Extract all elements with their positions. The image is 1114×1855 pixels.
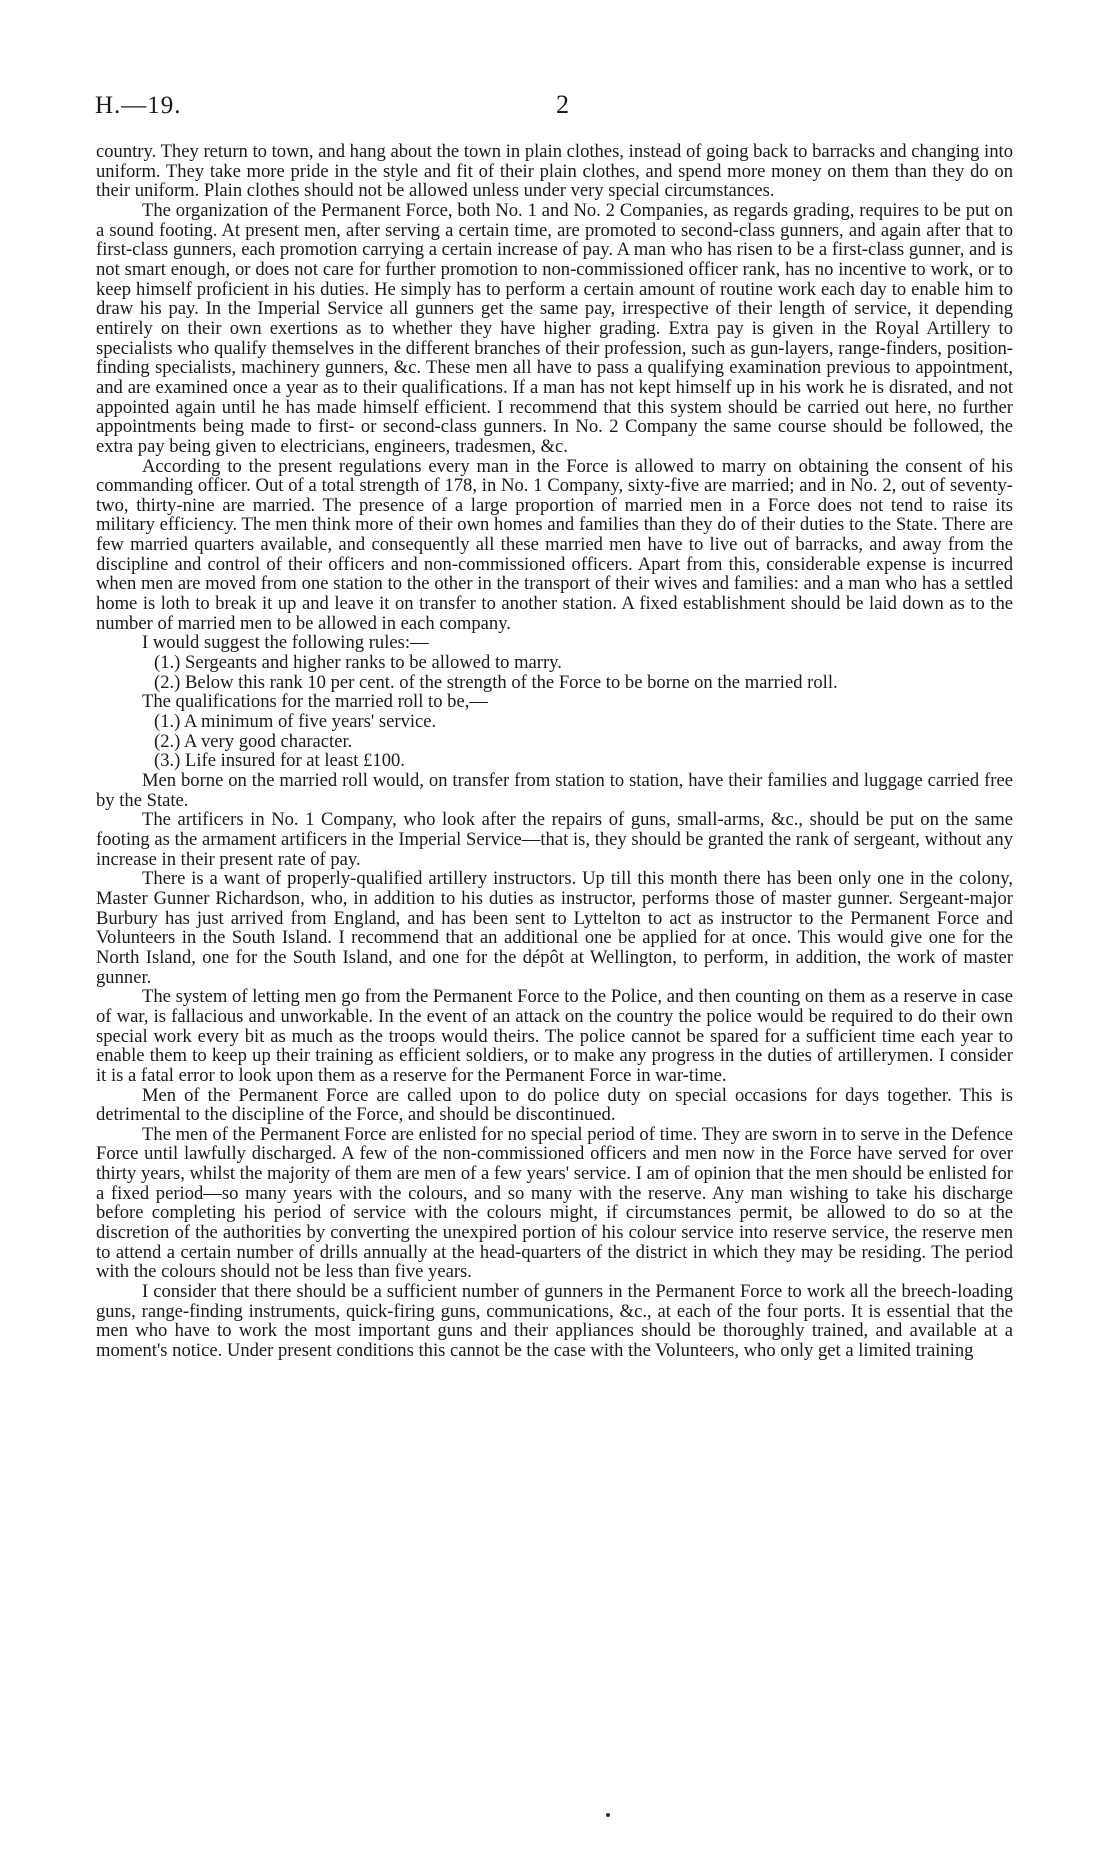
body-text — [96, 142, 1013, 1361]
paragraph: Men of the Permanent Force are called upon to do police duty on special occasions for days together. This is detrimental to the discipline of the Force, and should be discontinued. — [96, 1084, 1013, 1126]
report-reference: H.—19. — [95, 92, 182, 119]
paragraph: According to the present regulations every man in the Force is allowed to marry on obtaining the consent of his commanding officer. Out of a total strength of 178, in No. 1 Company, sixty-five are married; and in No. 2, out of seventy-two, thirty-nine are married. The presence of a large proportion of married men in a Force does not tend to raise its military efficiency. The men think more of their own homes and families than they do of their duties to the State. There are few married quarters available, and consequently all these married men have to live out of barracks, and away from the discipline and control of their officers and non-commissioned officers. Apart from this, considerable expense is incurred when men are moved from one station to the other in the transport of their wives and families: and a man who has a settled home is loth to break it up and leave it on transfer to another station. A fixed establishment should be laid down as to the number of married men to be allowed in each company. — [96, 455, 1013, 634]
qualification-item: (3.) Life insured for at least £100. — [154, 750, 405, 772]
paragraph: The system of letting men go from the Permanent Force to the Police, and then counting on them as a reserve in case of war, is fallacious and unworkable. In the event of an attack on the country the police would be required to do their own special work every bit as much as the troops would theirs. The police cannot be spared for a sufficient time each year to enable them to keep up their training as efficient soldiers, or to make any progress in the duties of artillerymen. I consider it is a fatal error to look upon them as a reserve for the Permanent Force in war-time. — [96, 986, 1013, 1086]
qualifications-intro: The qualifications for the married roll to be,— — [142, 691, 488, 713]
paragraph: Men borne on the married roll would, on transfer from station to station, have their families and luggage carried free by the State. — [96, 770, 1013, 811]
rule-item: (2.) Below this rank 10 per cent. of the strength of the Force to be borne on the married roll. — [154, 671, 838, 693]
paragraph: I consider that there should be a sufficient number of gunners in the Permanent Force to work all the breech-loading guns, range-finding instruments, quick-firing guns, communications, &c., at each of the four ports. It is essential that the men who have to work the most important guns and their appliances should be thoroughly trained, and available at a moment's notice. Under present conditions this cannot be the case with the Volunteers, who only get a limited training — [96, 1281, 1013, 1362]
paragraph: The artificers in No. 1 Company, who look after the repairs of guns, small-arms, &c., should be put on the same footing as the armament artificers in the Imperial Service—that is, they should be granted the rank of sergeant, without any increase in their present rate of pay. — [96, 809, 1013, 870]
page-number: 2 — [556, 90, 569, 119]
qualification-item: (2.) A very good character. — [154, 730, 353, 752]
qualification-item: (1.) A minimum of five years' service. — [154, 711, 437, 733]
paragraph: The organization of the Permanent Force, both No. 1 and No. 2 Companies, as regards grading, requires to be put on a sound footing. At present men, after serving a certain time, are promoted to second-class gunners, and again after that to first-class gunners, each promotion carrying a certain increase of pay. A man who has risen to be a first-class gunner, and is not smart enough, or does not care for further promotion to non-commissioned officer rank, has no incentive to work, or to keep himself proficient in his duties. He simply has to perform a certain amount of routine work each day to enable him to draw his pay. In the Imperial Service all gunners get the same pay, irrespective of their length of service, it depending entirely on their own exertions as to whether they have higher grading. Extra pay is given in the Royal Artillery to specialists who qualify themselves in the different branches of their profession, such as gun-layers, range-finders, position-finding specialists, machinery gunners, &c. These men all have to pass a qualifying examination previous to appointment, and are examined once a year as to their qualifications. If a man has not kept himself up in his work he is disrated, and not appointed again until he has made himself efficient. I recommend that this system should be carried out here, no further appointments being made to first- or second-class gunners. In No. 2 Company the same course should be followed, the extra pay being given to electricians, engineers, tradesmen, &c. — [96, 199, 1013, 457]
printer-mark — [606, 1813, 610, 1817]
paragraph: The men of the Permanent Force are enlisted for no special period of time. They are sworn in to serve in the Defence Force until lawfully discharged. A few of the non-commissioned officers and men now in the Force have served for over thirty years, whilst the majority of them are men of a few years' service. I am of opinion that the men should be enlisted for a fixed period—so many years with the colours, and so many with the reserve. Any man wishing to take his discharge before completing his period of service with the colours might, if circumstances permit, be allowed to do so at the discretion of the authorities by converting the unexpired portion of his colour service into reserve service, the reserve men to attend a certain number of drills annually at the head-quarters of the district in which they may be residing. The period with the colours should not be less than five years. — [96, 1123, 1013, 1283]
rule-item: (1.) Sergeants and higher ranks to be allowed to marry. — [154, 652, 562, 674]
paragraph: country. They return to town, and hang about the town in plain clothes, instead of going back to barracks and changing into uniform. They take more pride in the style and fit of their plain clothes, and spend more money on them than they do on their uniform. Plain clothes should not be allowed unless under very special circumstances. — [96, 141, 1013, 202]
paragraph: I would suggest the following rules:— — [142, 632, 429, 654]
paragraph: There is a want of properly-qualified artillery instructors. Up till this month there has been only one in the colony, Master Gunner Richardson, who, in addition to his duties as instructor, performs those of master gunner. Sergeant-major Burbury has just arrived from England, and has been sent to Lyttelton to act as instructor to the Permanent Force and Volunteers in the South Island. I recommend that an additional one be applied for at once. This would give one for the North Island, one for the South Island, and one for the dépôt at Wellington, to perform, in addition, the work of master gunner. — [96, 868, 1013, 988]
